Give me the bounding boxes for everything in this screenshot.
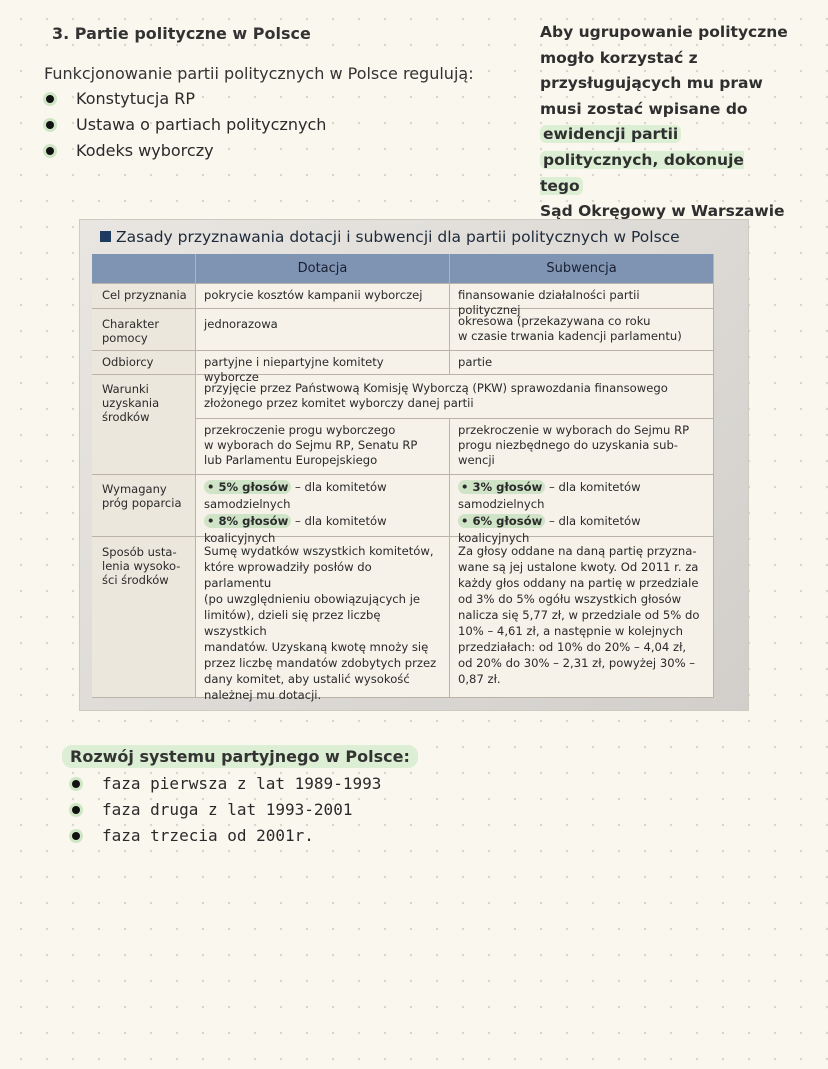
table-cell-shared <box>196 375 714 419</box>
cell-line <box>204 479 441 496</box>
table-cell <box>450 537 714 698</box>
table-cell: pokrycie kosztów kampanii wyborczej <box>196 284 450 309</box>
side-note-line: Sąd Okręgowy w Warszawie <box>540 202 785 221</box>
table-cell <box>450 309 714 351</box>
table-cell <box>196 475 450 545</box>
column-header-subwencja: Subwencja <box>450 254 714 284</box>
label-line: Wymagany <box>102 482 167 496</box>
cell-line: samodzielnych <box>458 497 545 511</box>
list-item: faza trzecia od 2001r. <box>70 823 381 849</box>
side-note <box>540 20 790 225</box>
list-item: faza pierwsza z lat 1989-1993 <box>70 771 381 797</box>
cell-text: – dla komitetów koalicyjnych <box>458 514 641 545</box>
side-note-line: mogło korzystać z <box>540 48 698 67</box>
cell-line: 10% – 4,61 zł, a następnie w kolejnych <box>458 624 683 638</box>
side-note-line <box>540 122 790 148</box>
label-line: pomocy <box>102 331 148 345</box>
side-note-line: musi zostać wpisane do <box>540 99 748 118</box>
row-label-prog <box>92 475 196 537</box>
cell-text: – dla komitetów <box>291 480 387 494</box>
square-icon <box>100 231 111 242</box>
table-cell: partie <box>450 351 714 375</box>
cell-line <box>458 479 705 496</box>
row-label-sposob <box>92 537 196 698</box>
cell-line: przedziałach: od 10% do 20% – 4,04 zł, <box>458 640 687 654</box>
side-note-line: przysługujących mu praw <box>540 74 763 93</box>
table-cell <box>196 419 450 475</box>
cell-line: mandatów. Uzyskaną kwotę mnoży się <box>204 640 429 654</box>
column-header-dotacja: Dotacja <box>196 254 450 284</box>
highlight: ewidencji partii <box>540 125 681 143</box>
label-line: uzyskania <box>102 396 160 410</box>
cell-line: Sumę wydatków wszystkich komitetów, <box>204 544 434 558</box>
highlight: politycznych, dokonuje tego <box>540 150 744 195</box>
intro-text: Funkcjonowanie partii politycznych w Polsce regulują: <box>44 64 474 83</box>
label-line: Sposób usta- <box>102 545 177 559</box>
cell-line: dany komitet, aby ustalić wysokość <box>204 672 410 686</box>
table-cell: finansowanie działalności partii politycznej <box>450 284 714 309</box>
row-label-cel: Cel przyznania <box>92 284 196 309</box>
row-label-charakter <box>92 309 196 351</box>
cell-text: – dla komitetów <box>545 480 641 494</box>
subsidy-table <box>92 254 714 702</box>
table-header-blank <box>92 254 196 284</box>
label-line: środków <box>102 410 150 424</box>
section-title: Rozwój systemu partyjnego w Polsce: <box>62 745 418 768</box>
label-line: Warunki <box>102 382 149 396</box>
cell-line: progu niezbędnego do uzyskania sub- <box>458 438 678 452</box>
cell-line: każdy głos oddany na partię w przedziale <box>458 576 699 590</box>
list-item: Ustawa o partiach politycznych <box>44 112 326 138</box>
threshold-badge: • 3% głosów <box>458 480 545 494</box>
cell-line: Za głosy oddane na daną partię przyzna- <box>458 544 697 558</box>
label-line: Charakter <box>102 317 160 331</box>
regulations-list <box>44 86 326 164</box>
table-cell <box>450 475 714 545</box>
cell-line: (po uwzględnieniu obowiązujących je <box>204 592 421 606</box>
threshold-badge: • 8% głosów <box>204 514 291 528</box>
table-cell: partyjne i niepartyjne komitety wyborcze <box>196 351 450 375</box>
list-item: faza druga z lat 1993-2001 <box>70 797 381 823</box>
cell-line: w wyborach do Sejmu RP, Senatu RP <box>204 438 418 452</box>
cell-line: lub Parlamentu Europejskiego <box>204 453 378 467</box>
cell-line: które wprowadziły posłów do parlamentu <box>204 560 372 590</box>
cell-line: przekroczenie w wyborach do Sejmu RP <box>458 423 690 437</box>
threshold-badge: • 5% głosów <box>204 480 291 494</box>
row-label-warunki <box>92 375 196 475</box>
list-item: Konstytucja RP <box>44 86 326 112</box>
side-note-line <box>540 148 790 199</box>
cell-line: od 20% do 30% – 2,31 zł, powyżej 30% – <box>458 656 696 670</box>
page-title: 3. Partie polityczne w Polsce <box>52 24 311 43</box>
cell-text: – dla komitetów koalicyjnych <box>204 514 387 545</box>
label-line: ści środków <box>102 573 169 587</box>
cell-line: przez liczbę mandatów zdobytych przez <box>204 656 437 670</box>
row-label-odbiorcy: Odbiorcy <box>92 351 196 375</box>
cell-line: od 3% do 5% ogółu wszystkich głosów <box>458 592 682 606</box>
table-cell <box>196 537 450 702</box>
table-cell: jednorazowa <box>196 309 450 351</box>
table-cell <box>450 419 714 475</box>
cell-line: złożonego przez komitet wyborczy danej partii <box>204 396 474 410</box>
side-note-line: Aby ugrupowanie polityczne <box>540 23 788 41</box>
cell-line: wencji <box>458 453 495 467</box>
cell-line: w czasie trwania kadencji parlamentu) <box>458 329 682 343</box>
threshold-badge: • 6% głosów <box>458 514 545 528</box>
cell-line: samodzielnych <box>204 497 291 511</box>
label-line: lenia wysoko- <box>102 559 181 573</box>
cell-line: przyjęcie przez Państwową Komisję Wyborczą (PKW) sprawozdania finansowego <box>204 381 668 395</box>
cell-line: okresowa (przekazywana co roku <box>458 314 651 328</box>
table-heading-text: Zasady przyznawania dotacji i subwencji dla partii politycznych w Polsce <box>116 228 680 246</box>
list-item: Kodeks wyborczy <box>44 138 326 164</box>
cell-line: należnej mu dotacji. <box>204 688 322 702</box>
cell-line: 0,87 zł. <box>458 672 501 686</box>
cell-line: przekroczenie progu wyborczego <box>204 423 396 437</box>
label-line: próg poparcia <box>102 496 182 510</box>
cell-line: nalicza się 5,77 zł, w przedziale od 5% do <box>458 608 700 622</box>
phases-list <box>70 771 381 849</box>
table-heading <box>100 228 680 246</box>
cell-line: wane są jej ustalone kwoty. Od 2011 r. za <box>458 560 699 574</box>
cell-line: limitów), dzieli się przez liczbę wszystkich <box>204 608 381 638</box>
